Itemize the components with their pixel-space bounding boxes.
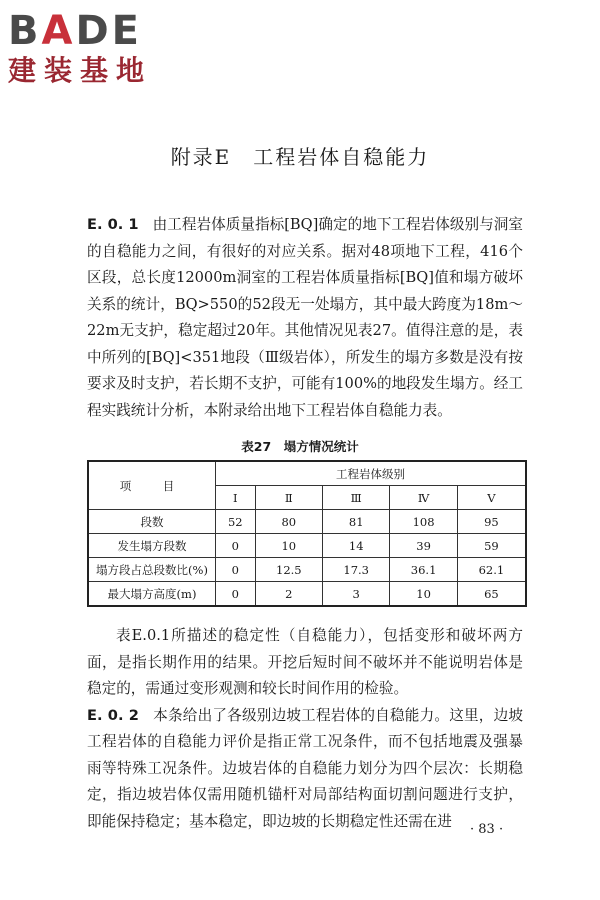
table-row bbox=[88, 558, 526, 582]
table-row bbox=[88, 510, 526, 534]
paragraph-e02 bbox=[87, 703, 523, 836]
table-caption: 表27 塌方情况统计 bbox=[241, 439, 359, 454]
section-number: E. 0. 2 bbox=[87, 706, 139, 724]
text-block-lower bbox=[87, 623, 523, 835]
logo-chinese-name: 建装基地 bbox=[8, 54, 153, 87]
table-cell: 12.5 bbox=[255, 558, 322, 582]
section-number: E. 0. 1 bbox=[87, 216, 139, 233]
column-header: Ⅳ bbox=[390, 486, 457, 510]
column-header: Ⅲ bbox=[323, 486, 390, 510]
table-cell: 95 bbox=[457, 510, 526, 534]
column-header: Ⅴ bbox=[457, 486, 526, 510]
table-cell: 59 bbox=[457, 534, 526, 558]
row-label: 最大塌方高度(m) bbox=[88, 582, 216, 607]
column-header: Ⅱ bbox=[255, 486, 322, 510]
row-label: 塌方段占总段数比(%) bbox=[88, 558, 216, 582]
page-title: 附录E 工程岩体自稳能力 bbox=[170, 145, 430, 169]
paragraph-e01 bbox=[87, 212, 523, 424]
logo bbox=[8, 8, 178, 88]
collapse-statistics-table bbox=[87, 460, 527, 607]
table-cell: 36.1 bbox=[390, 558, 457, 582]
table-cell: 2 bbox=[255, 582, 322, 607]
table-row bbox=[88, 582, 526, 607]
table-cell: 3 bbox=[323, 582, 390, 607]
table-cell: 65 bbox=[457, 582, 526, 607]
logo-wordmark: BADE bbox=[8, 8, 142, 54]
table-cell: 62.1 bbox=[457, 558, 526, 582]
page-number: · 83 · bbox=[470, 822, 504, 837]
table-cell: 10 bbox=[390, 582, 457, 607]
table-group-header: 工程岩体级别 bbox=[216, 461, 527, 486]
table-cell: 14 bbox=[323, 534, 390, 558]
table-cell: 0 bbox=[216, 534, 256, 558]
table-cell: 81 bbox=[323, 510, 390, 534]
table-cell: 17.3 bbox=[323, 558, 390, 582]
table-row bbox=[88, 534, 526, 558]
paragraph-text: 本条给出了各级别边坡工程岩体的自稳能力。这里，边坡工程岩体的自稳能力评价是指正常工况条件，而不包括地震及强暴雨等特殊工况条件。边坡岩体的自稳能力划分为四个层次：长期稳定，指边坡岩体仅需用随机锚杆对局部结构面切割问题进行支护，即能保持稳定；基本稳定，即边坡的长期稳定性还需在进 bbox=[87, 706, 523, 830]
table-cell: 39 bbox=[390, 534, 457, 558]
table-cell: 108 bbox=[390, 510, 457, 534]
table-cell: 0 bbox=[216, 582, 256, 607]
paragraph-text: 由工程岩体质量指标[BQ]确定的地下工程岩体级别与洞室的自稳能力之间，有很好的对应关系。据对48项地下工程，416个区段，总长度12000m洞室的工程岩体质量指标[BQ]值和塌方破坏关系的统计，BQ>550的52段无一处塌方，其中最大跨度为18m～22m无支护，稳定超过20年。其他情况见表27。值得注意的是，表中所列的[BQ]<351地段（Ⅲ级岩体），所发生的塌方多数是没有按要求及时支护，若长期不支护，可能有100%的地段发生塌方。经工程实践统计分析，本附录给出地下工程岩体自稳能力表。 bbox=[87, 216, 524, 419]
row-label: 段数 bbox=[88, 510, 216, 534]
table-cell: 52 bbox=[216, 510, 256, 534]
column-header: Ⅰ bbox=[216, 486, 256, 510]
table-corner-header: 项 目 bbox=[88, 461, 216, 510]
table-cell: 10 bbox=[255, 534, 322, 558]
paragraph-stability-note: 表E.0.1所描述的稳定性（自稳能力），包括变形和破坏两方面，是指长期作用的结果。开挖后短时间不破坏并不能说明岩体是稳定的，需通过变形观测和较长时间作用的检验。 bbox=[87, 627, 523, 697]
table-cell: 0 bbox=[216, 558, 256, 582]
table-cell: 80 bbox=[255, 510, 322, 534]
row-label: 发生塌方段数 bbox=[88, 534, 216, 558]
